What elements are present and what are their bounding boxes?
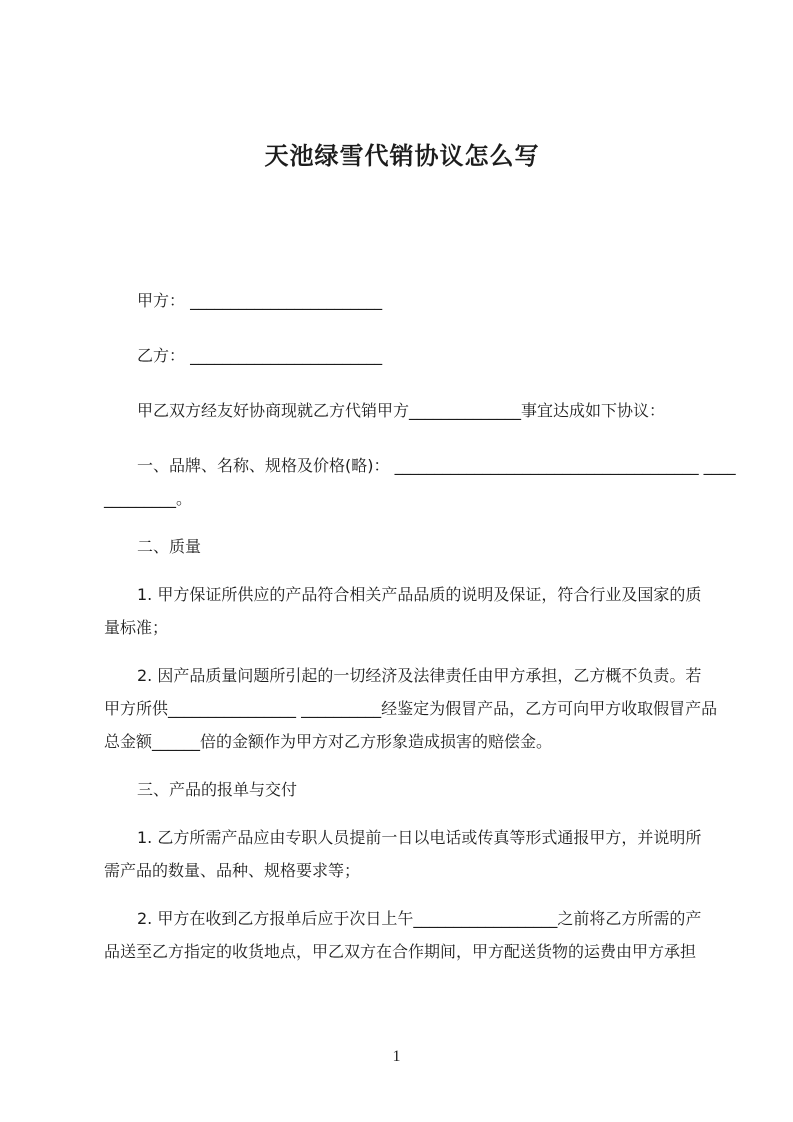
party-b-line: 乙方： ________________________ <box>137 346 383 365</box>
clause-3-heading <box>104 773 700 806</box>
preamble-line: 甲乙双方经友好协商现就乙方代销甲方______________事宜达成如下协议： <box>137 401 666 420</box>
party-a-paragraph <box>104 284 700 317</box>
clause-1-paragraph <box>104 449 736 515</box>
clause-1-line-1: 一、品牌、名称、规格及价格(略)： ______________________________________ ____ <box>137 456 736 475</box>
clause-3-item-1-paragraph <box>104 821 700 887</box>
clause-2-heading <box>104 530 700 563</box>
party-a-line: 甲方： ________________________ <box>137 291 383 310</box>
clause-3-heading-line: 三、产品的报单与交付 <box>137 780 298 799</box>
party-b-paragraph <box>104 339 700 372</box>
document-title: 天池绿雪代销协议怎么写 <box>264 142 540 170</box>
clause-1-line-2: _________。 <box>104 489 193 508</box>
clause-2-item-1-line-1: 1. 甲方保证所供应的产品符合相关产品品质的说明及保证，符合行业及国家的质 <box>137 585 702 604</box>
clause-2-item-1-paragraph <box>104 578 700 644</box>
clause-2-item-2-line-3: 总金额______倍的金额作为甲方对乙方形象造成损害的赔偿金。 <box>104 732 553 751</box>
clause-3-item-2-line-2: 品送至乙方指定的收货地点，甲乙双方在合作期间，甲方配送货物的运费由甲方承担 <box>104 942 697 961</box>
clause-3-item-1-line-1: 1. 乙方所需产品应由专职人员提前一日以电话或传真等形式通报甲方，并说明所 <box>137 828 702 847</box>
clause-2-item-2-line-1: 2. 因产品质量问题所引起的一切经济及法律责任由甲方承担，乙方概不负责。若 <box>137 666 702 685</box>
page-number: 1 <box>392 1048 401 1065</box>
clause-2-item-2-paragraph <box>104 659 718 758</box>
clause-2-item-1-line-2: 量标准； <box>104 618 169 637</box>
preamble-paragraph <box>104 394 700 427</box>
clause-2-item-2-line-2: 甲方所供________________ __________经鉴定为假冒产品，乙方可向甲方收取假冒产品 <box>104 699 718 718</box>
clause-3-item-2-paragraph <box>104 902 700 968</box>
clause-2-heading-line: 二、质量 <box>137 537 202 556</box>
clause-3-item-2-line-1: 2. 甲方在收到乙方报单后应于次日上午__________________之前将乙方所需的产 <box>137 909 702 928</box>
clause-3-item-1-line-2: 需产品的数量、品种、规格要求等； <box>104 861 361 880</box>
